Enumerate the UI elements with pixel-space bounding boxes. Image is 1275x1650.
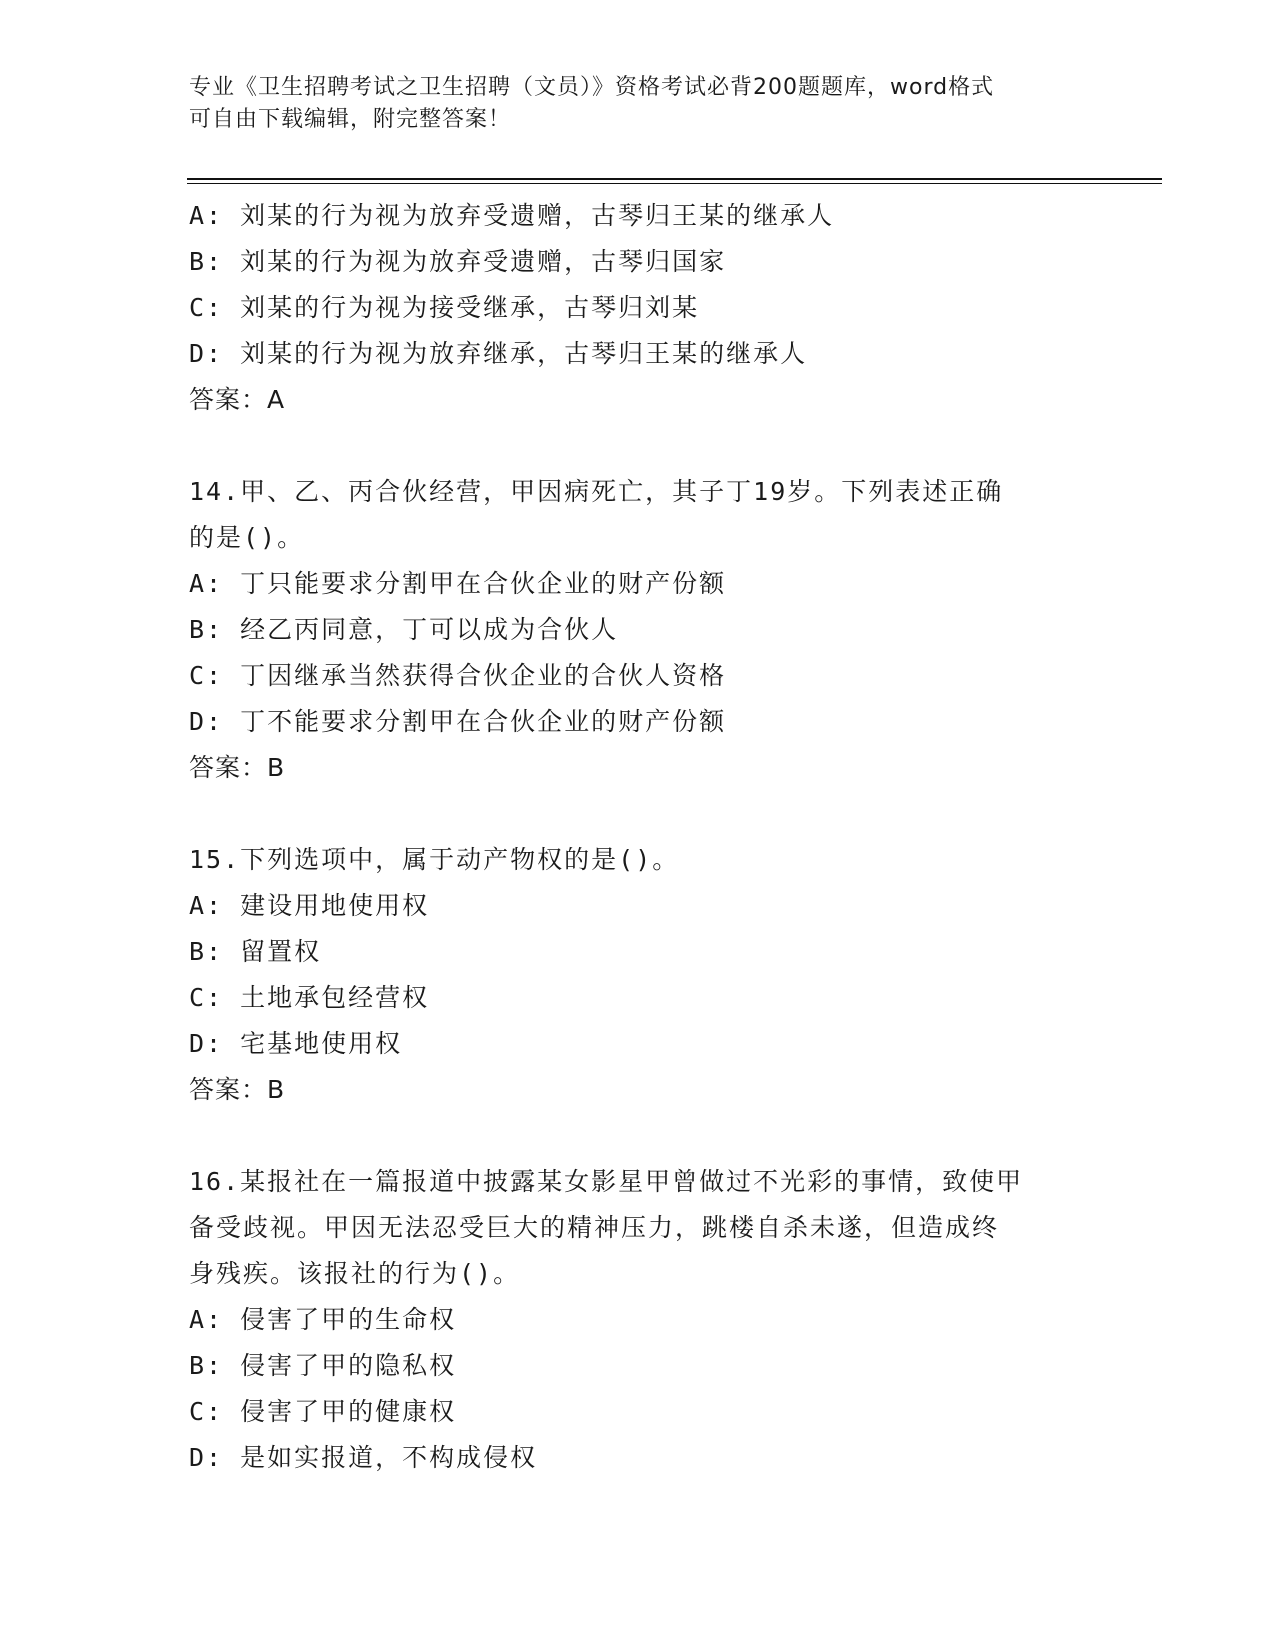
question-stem-line: 15.下列选项中，属于动产物权的是()。: [189, 845, 680, 874]
option-a: A: 丁只能要求分割甲在合伙企业的财产份额: [189, 569, 727, 598]
option-c: C: 丁因继承当然获得合伙企业的合伙人资格: [189, 661, 727, 690]
question-spacer: [189, 1113, 1089, 1159]
question-stem-line: 身残疾。该报社的行为()。: [189, 1259, 521, 1288]
question-16: [189, 1159, 1089, 1481]
option-b: B: 留置权: [189, 937, 322, 966]
option-c: C: 刘某的行为视为接受继承，古琴归刘某: [189, 293, 700, 322]
option-a: A: 侵害了甲的生命权: [189, 1305, 457, 1334]
question-stem-line: 14.甲、乙、丙合伙经营，甲因病死亡，其子丁19岁。下列表述正确: [189, 477, 1004, 506]
question-stem-line: 备受歧视。甲因无法忍受巨大的精神压力，跳楼自杀未遂，但造成终: [189, 1213, 1000, 1242]
option-a: A: 刘某的行为视为放弃受遗赠，古琴归王某的继承人: [189, 201, 835, 230]
option-b: B: 经乙丙同意，丁可以成为合伙人: [189, 615, 619, 644]
document-header: [189, 72, 1069, 136]
question-13: [189, 193, 1089, 423]
option-b: B: 刘某的行为视为放弃受遗赠，古琴归国家: [189, 247, 727, 276]
question-14: [189, 469, 1089, 791]
question-stem-line: 16.某报社在一篇报道中披露某女影星甲曾做过不光彩的事情，致使甲: [189, 1167, 1024, 1196]
option-d: D: 是如实报道，不构成侵权: [189, 1443, 538, 1472]
option-d: D: 刘某的行为视为放弃继承，古琴归王某的继承人: [189, 339, 808, 368]
question-spacer: [189, 423, 1089, 469]
header-title-line-2: 可自由下载编辑，附完整答案！: [189, 107, 512, 132]
option-c: C: 土地承包经营权: [189, 983, 430, 1012]
header-rule-thin: [187, 183, 1162, 184]
option-b: B: 侵害了甲的隐私权: [189, 1351, 457, 1380]
answer-line: 答案：A: [189, 385, 286, 414]
question-stem-line: 的是()。: [189, 523, 305, 552]
question-spacer: [189, 791, 1089, 837]
header-title-line-1: 专业《卫生招聘考试之卫生招聘（文员）》资格考试必背200题题库，word格式: [189, 75, 995, 100]
option-c: C: 侵害了甲的健康权: [189, 1397, 457, 1426]
option-a: A: 建设用地使用权: [189, 891, 430, 920]
header-rule-thick: [187, 178, 1162, 180]
option-d: D: 丁不能要求分割甲在合伙企业的财产份额: [189, 707, 727, 736]
question-list: [189, 193, 1089, 1481]
option-d: D: 宅基地使用权: [189, 1029, 403, 1058]
answer-line: 答案：B: [189, 753, 286, 782]
question-15: [189, 837, 1089, 1113]
answer-line: 答案：B: [189, 1075, 286, 1104]
